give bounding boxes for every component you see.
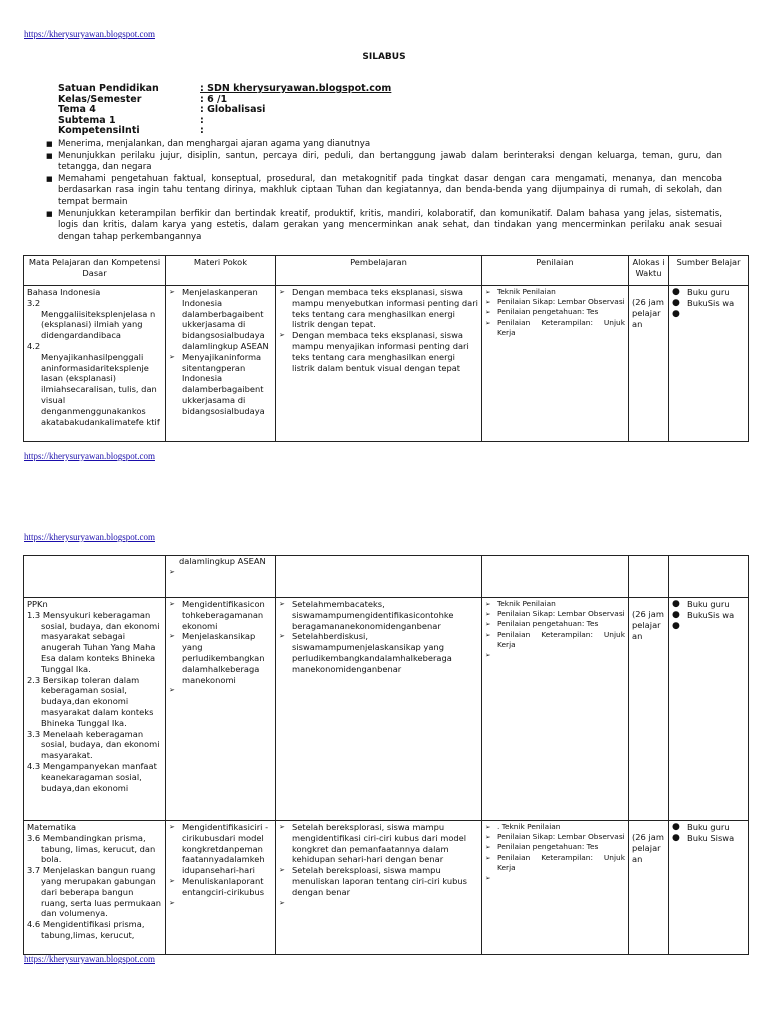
penilaian-item: ➢ Teknik Penilaian <box>485 599 625 609</box>
pembelajaran-item: ➢ Dengan membaca teks eksplanasi, siswa mampu menyebutkan informasi penting dari teks tentang cara menghasilkan energi listrik dengan tepat. <box>279 287 478 330</box>
alokasi-cell <box>629 556 669 598</box>
kd-text: 3.3 Menelaah keberagaman sosial, budaya, dan ekonomi masyarakat. <box>27 728 160 761</box>
penilaian-cell <box>482 556 629 598</box>
pembelajaran-cell <box>276 556 482 598</box>
materi-continued: dalamlingkup ASEAN <box>179 556 266 566</box>
meta-info <box>58 84 391 137</box>
meta-label: Subtema 1 <box>58 114 116 126</box>
header-mapel: Mata Pelajaran dan Kompetensi Dasar <box>24 256 166 286</box>
meta-value: : 6 /1 <box>200 93 228 105</box>
kd-cell <box>24 598 166 821</box>
ki-item: ■ Menunjukkan keterampilan berfikir dan bertindak kreatif, produktif, kritis, mandiri, kolaboratif, dan komunikatif. Dalam bahasa yang jelas, sistematis, logis dan kritis, dalam karya yang estetis, dalam gerakan yang mencerminkan anak sehat, dan tindakan yang mencerminkan perilaku anak sesuai dengan tahap perkembangannya <box>46 209 722 244</box>
ki-item: ■ Menerima, menjalankan, dan menghargai ajaran agama yang dianutnya <box>46 139 722 151</box>
silabus-table-page1 <box>23 255 749 442</box>
silabus-table-page2 <box>23 555 749 955</box>
pembelajaran-item: ➢ Setelah bereksplorasi, siswa mampu mengidentifikasi ciri-ciri kubus dari model kongkret dan pemanfaatannya dalam kehidupan sehari-hari dengan benar <box>279 822 478 865</box>
penilaian-item: ➢ Penilaian Sikap: Lembar Observasi <box>485 297 625 307</box>
materi-cell <box>166 556 276 598</box>
kd-text: 3.6 Membandingkan prisma, tabung, limas, kerucut, dan bola. <box>27 832 156 865</box>
header-materi: Materi Pokok <box>166 256 276 286</box>
blog-link-bottom[interactable]: https://kherysuryawan.blogspot.com <box>24 954 155 964</box>
table-row <box>24 286 749 442</box>
materi-item: ➢ Mengidentifikasicon tohkeberagamanan ekonomi <box>169 599 272 631</box>
penilaian-item: ➢ Penilaian Keterampilan: Unjuk Kerja <box>485 630 625 650</box>
pembelajaran-item: ➢ Setelahmembacateks, siswamampumengidentifikasicontohke beragamananekonomidenganbenar <box>279 599 478 631</box>
materi-item: ➢ Menjelaskansikap yang perludikembangkan dalamhalkeberaga manekonomi <box>169 631 272 685</box>
kd-text: 1.3 Mensyukuri keberagaman sosial, budaya, dan ekonomi masyarakat sebagai anugerah Tuhan Yang Maha Esa dalam konteks Bhineka Tunggal Ika. <box>27 609 160 674</box>
header-pembelajaran: Pembelajaran <box>276 256 482 286</box>
ki-item: ■ Menunjukkan perilaku jujur, disiplin, santun, percaya diri, peduli, dan bertanggung jawab dalam berinteraksi dengan keluarga, teman, guru, dan tetangga, dan negara <box>46 151 722 174</box>
blog-link-top[interactable]: https://kherysuryawan.blogspot.com <box>24 29 155 39</box>
pembelajaran-cell <box>276 821 482 955</box>
kd-cell <box>24 286 166 442</box>
pembelajaran-item: ➢ Dengan membaca teks eksplanasi, siswa mampu menyajikan informasi penting dari teks tentang cara menghasilkan energi listrik dalam bentuk visual dengan tepat <box>279 330 478 373</box>
sumber-item: ● Buku guru <box>672 822 745 833</box>
subject-label: Bahasa Indonesia <box>27 287 101 297</box>
meta-label: Satuan Pendidikan <box>58 83 159 94</box>
penilaian-item: ➢ Penilaian pengetahuan: Tes <box>485 307 625 317</box>
alokasi-cell <box>629 286 669 442</box>
sumber-item: ● BukuSis wa <box>672 298 745 309</box>
sumber-cell <box>669 598 749 821</box>
table-row <box>24 556 749 598</box>
meta-label: Kelas/Semester <box>58 93 142 105</box>
pembelajaran-cell <box>276 286 482 442</box>
meta-label: Tema 4 <box>58 104 96 116</box>
header-penilaian: Penilaian <box>482 256 629 286</box>
alokasi-text: (26 jam pelajar an <box>632 297 664 329</box>
kd-number: 3.2 <box>27 297 41 308</box>
sumber-item: ● Buku guru <box>672 287 745 298</box>
sumber-cell <box>669 821 749 955</box>
alokasi-cell <box>629 821 669 955</box>
table-row <box>24 821 749 955</box>
kd-cell <box>24 556 166 598</box>
materi-item: ➢ Menyajikaninforma sitentangperan Indonesia dalamberbagaibent ukkerjasama di bidangsosialbudaya <box>169 352 272 417</box>
materi-item: ➢ Menuliskanlaporant entangciri-cirikubus <box>169 876 272 898</box>
page-title: SILABUS <box>362 52 406 62</box>
penilaian-item: ➢ . Teknik Penilaian <box>485 822 625 832</box>
ki-item: ■ Memahami pengetahuan faktual, konseptual, prosedural, dan metakognitif pada tingkat dasar dengan cara mengamati, menanya, dan mencoba berdasarkan rasa ingin tahu tentang dirinya, makhluk ciptaan Tuhan dan kegiatannya, dan benda-benda yang dijumpainya di rumah, di sekolah, dan tempat bermain <box>46 174 722 209</box>
kd-number: 4.2 <box>27 340 41 351</box>
penilaian-item: ➢ Penilaian Sikap: Lembar Observasi <box>485 832 625 842</box>
penilaian-cell <box>482 286 629 442</box>
subject-label: Matematika <box>27 822 77 832</box>
penilaian-item: ➢ Penilaian Keterampilan: Unjuk Kerja <box>485 318 625 338</box>
sumber-item: ● Buku Siswa <box>672 833 745 844</box>
kd-text: 3.7 Menjelaskan bangun ruang yang merupakan gabungan dari beberapa bangun ruang, serta luas permukaan dan volumenya. <box>27 865 162 919</box>
blog-link-top[interactable]: https://kherysuryawan.blogspot.com <box>24 532 155 542</box>
sumber-item: ● BukuSis wa <box>672 610 745 621</box>
kd-text: Menggaliisiteksplenjelasa n (eksplanasi) ilmiah yang didengardandibaca <box>41 308 156 341</box>
subject-label: PPKn <box>27 599 48 609</box>
meta-value: : <box>200 125 204 137</box>
alokasi-cell <box>629 598 669 821</box>
penilaian-cell <box>482 821 629 955</box>
penilaian-cell <box>482 598 629 821</box>
materi-cell <box>166 821 276 955</box>
pembelajaran-item: ➢ Setelah bereksploasi, siswa mampu menuliskan laporan tentang ciri-ciri kubus dengan benar <box>279 865 478 897</box>
kd-text: 2.3 Bersikap toleran dalam keberagaman sosial, budaya,dan ekonomi masyarakat dalam konteks Bhineka Tunggal Ika. <box>27 674 154 728</box>
penilaian-item: ➢ Penilaian pengetahuan: Tes <box>485 842 625 852</box>
penilaian-item: ➢ Penilaian Keterampilan: Unjuk Kerja <box>485 853 625 873</box>
kd-text: 4.6 Mengidentifikasi prisma, tabung,limas, kerucut, <box>27 919 145 940</box>
header-sumber: Sumber Belajar <box>669 256 749 286</box>
penilaian-item: ➢ Penilaian pengetahuan: Tes <box>485 619 625 629</box>
meta-value: : SDN kherysuryawan.blogspot.com <box>200 83 392 94</box>
meta-value: : <box>200 114 204 126</box>
penilaian-item: ➢ Teknik Penilaian <box>485 287 625 297</box>
table-row <box>24 598 749 821</box>
header-alokasi: Alokas i Waktu <box>629 256 669 286</box>
alokasi-text: (26 jam pelajar an <box>632 609 664 641</box>
meta-row-satuan <box>58 84 391 95</box>
sumber-cell <box>669 286 749 442</box>
meta-label: KompetensiInti <box>58 125 140 137</box>
kd-cell <box>24 821 166 955</box>
meta-row-ki <box>58 126 391 137</box>
materi-cell <box>166 286 276 442</box>
materi-cell <box>166 598 276 821</box>
meta-value: : Globalisasi <box>200 104 266 116</box>
blog-link-bottom[interactable]: https://kherysuryawan.blogspot.com <box>24 451 155 461</box>
kompetensi-inti-list <box>46 139 722 243</box>
materi-item: ➢ Menjelaskanperan Indonesia dalamberbagaibent ukkerjasama di bidangsosialbudaya dalamlingkup ASEAN <box>169 287 272 352</box>
pembelajaran-item: ➢ Setelahberdiskusi, siswamampumenjelaskansikap yang perludikembangkandalamhalkeberaga manekonomidenganbenar <box>279 631 478 674</box>
kd-text: Menyajikanhasilpenggali aninformasidariteksplenje lasan (eksplanasi) ilmiahsecaralisan, tulis, dan visual denganmenggunakankos akatabakudankalimatefe ktif <box>41 351 160 427</box>
sumber-item: ● Buku guru <box>672 599 745 610</box>
pembelajaran-cell <box>276 598 482 821</box>
alokasi-text: (26 jam pelajar an <box>632 832 664 864</box>
penilaian-item: ➢ Penilaian Sikap: Lembar Observasi <box>485 609 625 619</box>
sumber-cell <box>669 556 749 598</box>
kd-text: 4.3 Mengampanyekan manfaat keanekaragaman sosial, budaya,dan ekonomi <box>27 760 157 793</box>
materi-item: ➢ Mengidentifikasiciri -cirikubusdari model kongkretdanpeman faatannyadalamkeh idupansehari-hari <box>169 822 272 876</box>
